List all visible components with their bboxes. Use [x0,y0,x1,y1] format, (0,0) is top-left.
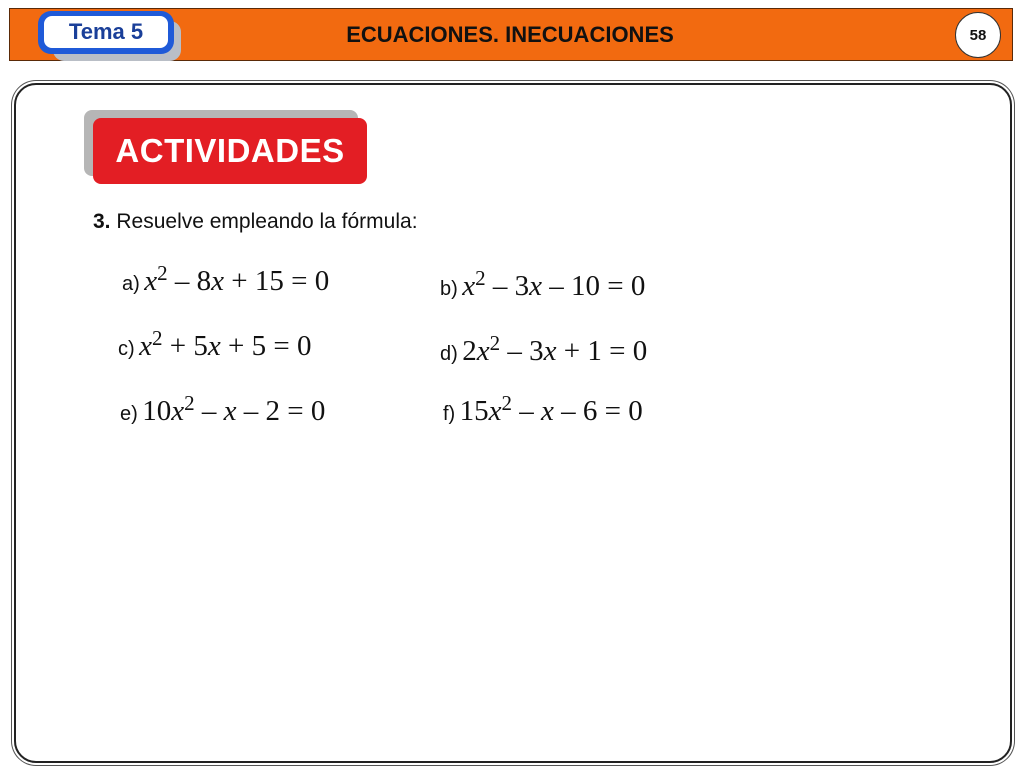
page-title: ECUACIONES. INECUACIONES [346,22,674,47]
equation-expression: $10x^2 - x - 2 = 0$ [142,391,326,427]
equation-e [120,391,326,428]
equation-a [122,261,330,298]
equation-label: c) [118,338,135,360]
tema-tab-label[interactable]: Tema 5 [42,14,170,50]
exercise-instruction [93,210,418,234]
exercise-number: 3. [93,210,111,233]
equation-label: a) [122,273,140,295]
equation-c [118,326,312,363]
equation-b [440,266,646,303]
equation-expression: $2x^2 - 3x + 1 = 0$ [462,331,648,367]
page-number-badge: 58 [955,12,1001,58]
equation-d [440,331,648,368]
equation-expression: $x^2 - 8x + 15 = 0$ [144,261,330,297]
equation-expression: $x^2 + 5x + 5 = 0$ [139,326,312,362]
equation-expression: $x^2 - 3x - 10 = 0$ [462,266,646,302]
equation-f [443,391,643,428]
equation-label: e) [120,403,138,425]
equation-label: f) [443,403,456,425]
exercise-text: Resuelve empleando la fórmula: [116,210,418,233]
equation-label: d) [440,343,458,365]
equation-expression: $15x^2 - x - 6 = 0$ [459,391,643,427]
equation-label: b) [440,278,458,300]
section-badge: ACTIVIDADES [93,118,367,184]
